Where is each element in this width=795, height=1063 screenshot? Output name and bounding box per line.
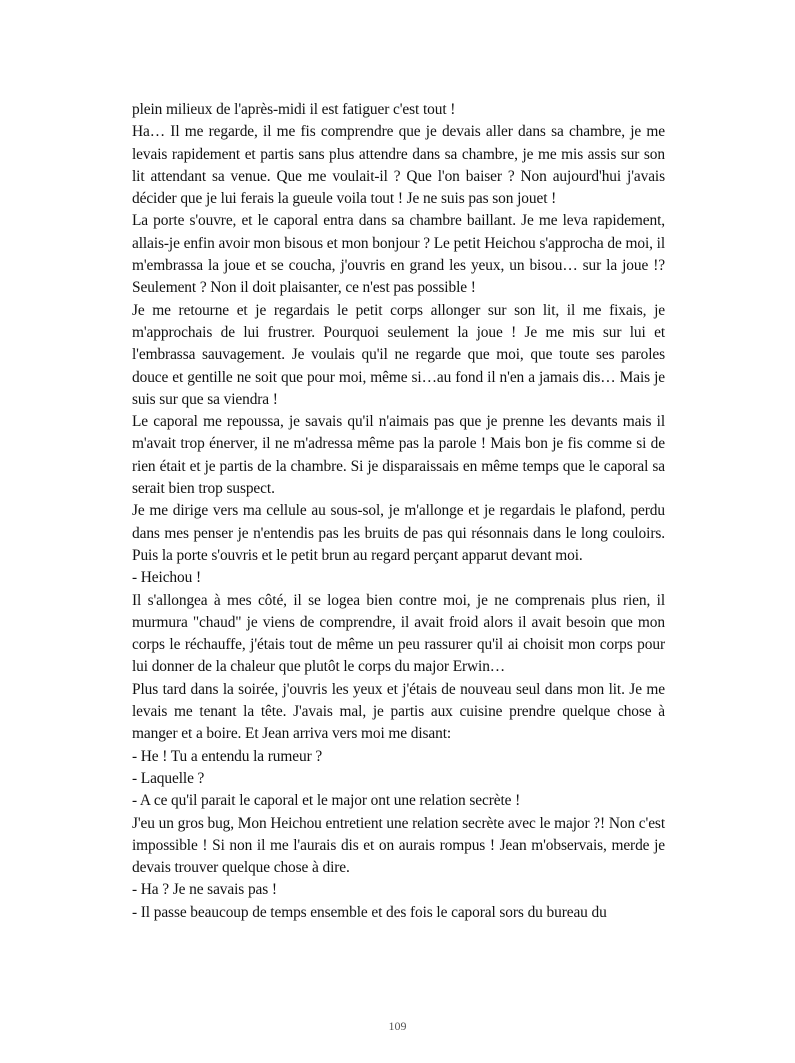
paragraph: J'eu un gros bug, Mon Heichou entretient une relation secrète avec le major ?! Non c'est impossible ! Si non il me l'aurais dis et on aurais rompus ! Jean m'observais, merde je devais trouver quelque chose à dire. (132, 814, 665, 877)
dialogue-line: - He ! Tu a entendu la rumeur ? (132, 747, 323, 765)
page-number: 109 (388, 1019, 407, 1033)
paragraph: Ha… Il me regarde, il me fis comprendre que je devais aller dans sa chambre, je me levais rapidement et partis sans plus attendre dans sa chambre, je me mis assis sur son lit attendant sa venue. Que me voulait-il ? Que l'on baiser ? Non aujourd'hui j'avais décider que je lui ferais la gueule voila tout ! Je ne suis pas son jouet ! (132, 123, 665, 208)
page-body (132, 99, 665, 924)
paragraph: plein milieux de l'après-midi il est fatiguer c'est tout ! (132, 101, 456, 118)
paragraph: Plus tard dans la soirée, j'ouvris les yeux et j'étais de nouveau seul dans mon lit. Je me levais me tenant la tête. J'avais mal, je partis aux cuisine prendre quelque chose à manger et a boire. Et Jean arriva vers moi me disant: (132, 680, 665, 743)
dialogue-line: - Laquelle ? (132, 769, 205, 787)
paragraph: La porte s'ouvre, et le caporal entra dans sa chambre baillant. Je me leva rapidement, allais-je enfin avoir mon bisous et mon bonjour ? Le petit Heichou s'approcha de moi, il m'embrassa la joue et se coucha, j'ouvris en grand les yeux, un bisou… sur la joue !? Seulement ? Non il doit plaisanter, ce n'est pas possible ! (132, 212, 665, 297)
paragraph: Il s'allongea à mes côté, il se logea bien contre moi, je ne comprenais plus rien, il murmura "chaud" je viens de comprendre, il avait froid alors il avait besoin que mon corps le réchauffe, j'étais tout de même un peu rassurer qu'il ai choisit mon corps pour lui donner de la chaleur que plutôt le corps du major Erwin… (132, 591, 665, 676)
dialogue-line: - Heichou ! (132, 569, 201, 587)
paragraph: Le caporal me repoussa, je savais qu'il n'aimais pas que je prenne les devants mais il m'avait trop énerver, il ne m'adressa même pas la parole ! Mais bon je fis comme si de rien était et je partis de la chambre. Si je disparaissais en même temps que le caporal sa serait bien trop suspect. (132, 413, 665, 498)
paragraph: Je me retourne et je regardais le petit corps allonger sur son lit, il me fixais, je m'approchais de lui frustrer. Pourquoi seulement la joue ! Je me mis sur lui et l'embrassa sauvagement. Je voulais qu'il ne regarde que moi, que toute ses paroles douce et gentille ne soit que pour moi, même si…au fond il n'en a jamais dis… Mais je suis sur que sa viendra ! (132, 301, 665, 408)
dialogue-line: - Il passe beaucoup de temps ensemble et des fois le caporal sors du bureau du (132, 903, 607, 921)
dialogue-line: - A ce qu'il parait le caporal et le major ont une relation secrète ! (132, 792, 521, 810)
paragraph: Je me dirige vers ma cellule au sous-sol, je m'allonge et je regardais le plafond, perdu dans mes penser je n'entendis pas les bruits de pas qui résonnais dans le long couloirs. Puis la porte s'ouvris et le petit brun au regard perçant apparut devant moi. (132, 502, 665, 564)
dialogue-line: - Ha ? Je ne savais pas ! (132, 881, 277, 899)
